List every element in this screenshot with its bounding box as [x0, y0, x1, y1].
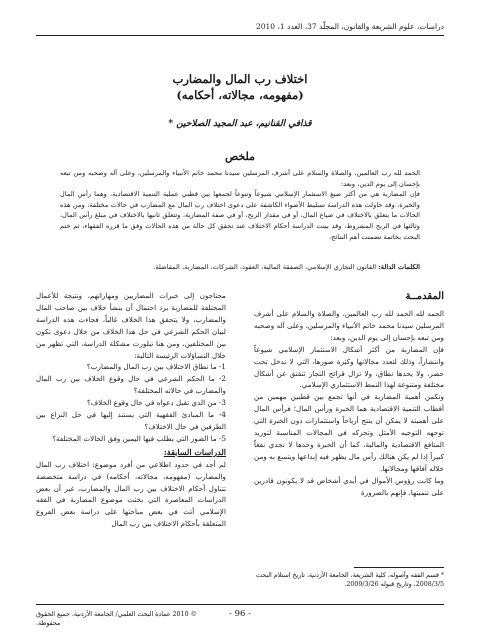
keywords — [60, 262, 420, 272]
left-column — [36, 290, 226, 530]
intro-paragraph: الحمد لله الحمد لله رب العالمين، والصلاة والسلام على أشرف المرسلين سيدنا محمد خاتم الأنبياء والمرسلين، وعلى آله وصحبه ومن تبعه بإحسان إلى يوم الدين، وبعد: — [254, 309, 444, 342]
research-question: 1- ما نطاق الاختلاف بين رب المال والمضارب؟ — [86, 362, 226, 372]
abstract-heading: ملخص — [224, 150, 256, 163]
intro-heading: المقدمــة — [405, 291, 444, 302]
footnote-divider — [354, 567, 444, 568]
intro-paragraph: وتكمن أهمية المضاربة في أنها تجمع بين قطبين مهمين من أقطاب التنمية الاقتصادية هما الخبرة ورأس المال؛ فرأس المال على أهميته لا يمكن أن ينتج أرباحاً واستثمارات دون الخبرة التي توجهه التوجيه الأمثل وتحركه في المجالات المناسبة لتوريد المنافع الاقتصادية والمالية، كما أن الخبرة وحدها لا تجدي نفعاً كبيراً إذا لم يكن هنالك رأس مال يظهر فيه إبداعها ويتسع به ومن خلاله آفاقها ومجالاتها. — [254, 392, 444, 473]
footnote — [254, 571, 444, 589]
research-question: 4- ما المبادئ الفقهية التي يستند إليها في حل النزاع بين الطرفين في حال الاختلاف؟ — [36, 410, 226, 431]
footer-divider — [36, 604, 444, 605]
paper-title: اختلاف رب المال والمضارب — [172, 72, 308, 86]
abstract-paragraph: فإن المضاربة هي من أكثر صيغ الاستثمار الإسلامي شيوعاً وتنوعاً لجمعها بين قطبي عملية التنمية الاقتصادية، وهما رأس المال والخبرة، وقد حاولت هذه الدراسة تسليط الأضواء الكاشفة على دعوى اختلاف رب المال مع المضارب في حالات مختلفة، ومن هذه الحالات ما يتعلق بالاختلاف في ضياع المال، أو في مقدار الربح، أو في صفة المضاربة، وتتعلق ثانيها بالاختلاف في مبلغ رأس المال، وثالثها في الربح المشروط، وقد بينت الدراسة أحكام الاختلاف عند تحقق كل حالة من هذه الحالات وفق ما قرره الفقهاء، ثم ختم البحث بخاتمة تضمنت أهم النتائج. — [60, 190, 420, 241]
intro-paragraph: فإن المضاربة من أكثر أشكال الاستثمار الإسلامي شيوعاً وانتشاراً، وذلك لتعدد مجالاتها وكثرة صورها، التي لا تدخل تحت حصر، ولا يحدها نطاق، ولا تزال قرائح التجار تتفتق عن أشكال مختلفة ومتنوعة لهذا النمط الاستثماري الإسلامي. — [254, 344, 444, 390]
running-header — [36, 22, 444, 36]
research-question: 2- ما الحكم الشرعي في حال وقوع الخلاف بين رب المال والمضارب في حالاته المختلفة؟ — [36, 374, 226, 396]
paper-subtitle: (مفهومه، مجالاته، أحكامه) — [176, 88, 304, 102]
footnote-text: * قسم الفقه وأصوله، كلية الشريعة، الجامعة الأردنية، تاريخ استلام البحث 2008/3/5، وتاريخ قبوله 2009/3/26. — [255, 572, 444, 588]
body-paragraph: محتاجون إلى خبرات المضاربين ومهاراتهم، ونتيجة للأعمال المختلفة للمضاربة يرد احتمال أن ينشأ خلاف بين صاحب المال والمضارب، ولا يتحقق هذا الخلاف غالباً، فجاءت هذه الدراسة لبيان الحكم الشرعي في حل هذا الخلاف من خلال دعوى تكون بين المختلفين، ومن هنا تبلورت مشكلة الدراسة، التي تظهر من خلال التساؤلات الرئيسة التالية: — [36, 291, 226, 360]
abstract-paragraph: الحمد لله رب العالمين، والصلاة والسلام على أشرف المرسلين سيدنا محمد خاتم الأنبياء والمرسلين، وعلى آله وصحبه ومن تبعه بإحسان إلى يوم الدين، وبعد: — [60, 169, 420, 188]
intro-paragraph: وما كانت رؤوس الأموال في أيدي أشخاص قد لا يكونون قادرين على تنميتها، فإنهم بالضرورة — [254, 475, 444, 497]
keywords-text: القانون التجاري الإسلامي، الصفقة المالية، العقود، الشركات، المضاربة، المفاضلة. — [153, 263, 377, 271]
prior-studies-text: لم أجد في حدود اطلاعي من أفرد موضوع: اختلاف رب المال والمضارب (مفهومه، مجالاته، أحكامه) في دراسة متخصصة تتناول أحكام الاختلاف بين رب المال والمضارب، غير أن بعض الدراسات المعاصرة التي بحثت موضوع المضاربة في الفقه الإسلامي أتت في بعض مباحثها على دراسة بعض الفروع المتعلقة بأحكام الاختلاف بين رب المال — [36, 459, 226, 529]
right-column — [254, 290, 444, 499]
journal-info: دراسات، علوم الشريعة والقانون، المجلّد 37، العدد 1، 2010 — [255, 22, 444, 31]
page-number: - 96 - — [229, 609, 251, 619]
abstract-body — [60, 168, 420, 242]
paper-authors: قذافي القنانيم، عبد المجيد الصلاحين * — [168, 119, 312, 129]
research-question: 3- من الذي تقبل دعواه في حال وقوع الخلاف؟ — [87, 398, 226, 408]
prior-studies-heading: الدراسات السابقة: — [163, 446, 226, 457]
copyright-notice: © 2010 عمادة البحث العلمي/ الجامعة الأردنية. جميع الحقوق محفوظة. — [36, 611, 197, 627]
research-question: 5- ما الصور التي يطلب فيها اليمين وفق الحالات المختلفة؟ — [52, 433, 226, 443]
keywords-label: الكلمات الدالة: — [378, 263, 420, 271]
